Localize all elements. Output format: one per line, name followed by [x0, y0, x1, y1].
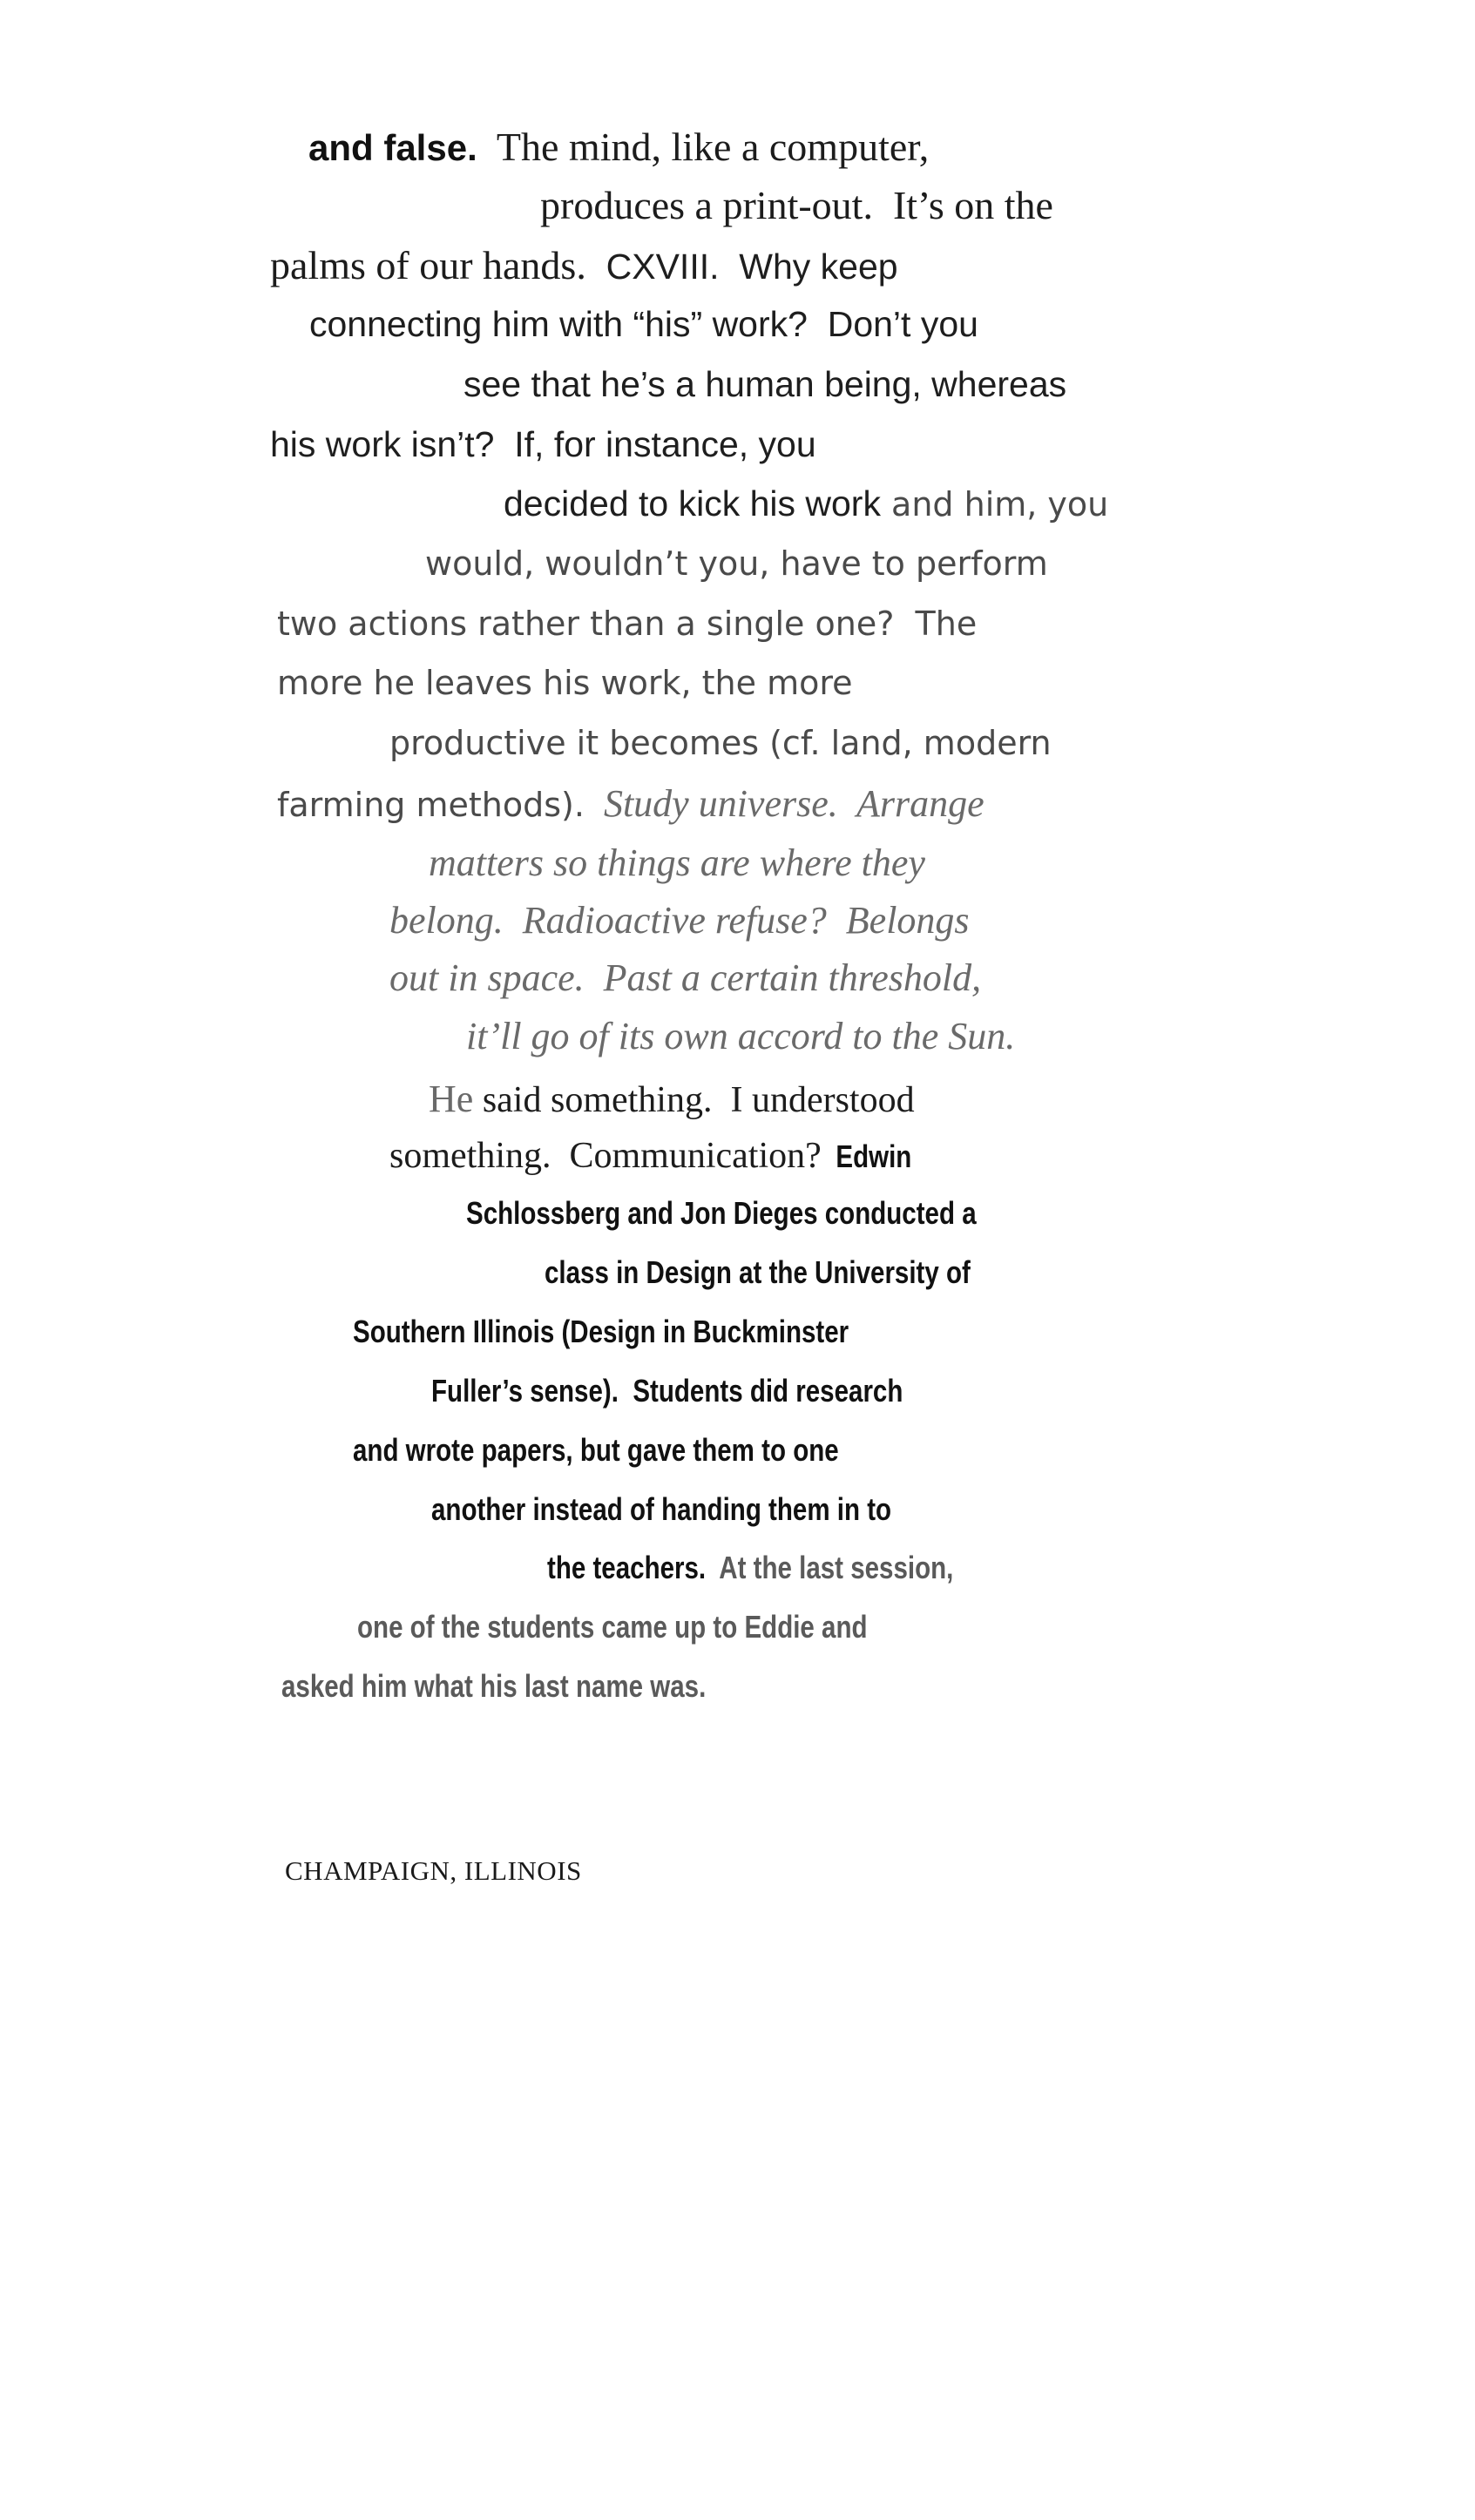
text-segment: belong. Radioactive refuse? Belongs — [389, 899, 970, 942]
text-line — [389, 726, 1052, 760]
text-line — [281, 1668, 707, 1704]
text-segment: his work isn’t? If, for instance, you — [270, 424, 816, 464]
text-segment: it’ll go of its own accord to the Sun. — [466, 1015, 1016, 1057]
text-segment: Fuller’s sense). Students did research — [431, 1373, 903, 1409]
text-line — [270, 243, 898, 287]
text-segment: two actions rather than a single one? The — [277, 605, 978, 643]
text-line — [353, 1316, 849, 1348]
text-line — [547, 1552, 954, 1584]
text-segment: Schlossberg and Jon Dieges conducted a — [466, 1195, 977, 1231]
text-line — [466, 1017, 1015, 1056]
text-segment: matters so things are where they — [429, 841, 925, 884]
text-line — [504, 483, 1109, 524]
text-line — [357, 1611, 868, 1643]
text-segment: would, wouldn’t you, have to perform — [425, 544, 1048, 583]
text-segment: asked him what his last name was. — [281, 1668, 707, 1704]
text-segment: another instead of handing them in to — [431, 1491, 892, 1527]
text-segment: CXVIII. Why keep — [585, 247, 898, 287]
text-segment: Study universe. Arrange — [584, 782, 984, 825]
text-line — [389, 1138, 911, 1174]
text-segment: class in Design at the University of — [545, 1254, 971, 1290]
text-segment: and him, you — [880, 485, 1109, 524]
place-dateline: CHAMPAIGN, ILLINOIS — [285, 1855, 582, 1886]
text-segment: At the last session, — [706, 1550, 954, 1585]
text-line — [425, 544, 1048, 583]
text-segment: connecting him with “his” work? Don’t you — [309, 304, 978, 344]
text-line — [277, 664, 853, 702]
text-segment: something. Communication? — [389, 1136, 822, 1176]
text-line — [466, 1195, 977, 1231]
text-segment: out in space. Past a certain threshold, — [389, 956, 982, 999]
text-segment: said something. I understood — [473, 1080, 915, 1120]
text-line — [389, 899, 970, 942]
text-segment: The mind, like a computer, — [477, 125, 930, 169]
text-segment: and wrote papers, but gave them to one — [353, 1432, 839, 1468]
text-segment: see that he’s a human being, whereas — [463, 364, 1067, 404]
text-line — [308, 127, 929, 167]
text-line — [545, 1254, 971, 1290]
text-segment: produces a print-out. It’s on the — [540, 183, 1053, 227]
text-line — [463, 364, 1067, 404]
text-segment: Edwin — [821, 1138, 912, 1174]
text-line — [277, 605, 978, 643]
text-segment: Southern Illinois (Design in Buckminster — [353, 1314, 849, 1349]
text-segment: one of the students came up to Eddie and — [357, 1609, 868, 1645]
text-segment: the teachers. — [547, 1550, 707, 1585]
text-segment: farming methods). — [277, 786, 585, 824]
text-segment: and false. — [308, 127, 477, 168]
text-line — [389, 956, 982, 999]
text-line — [540, 183, 1053, 227]
text-line — [431, 1375, 903, 1407]
text-line — [270, 424, 816, 464]
text-line — [353, 1432, 839, 1468]
text-segment: productive it becomes (cf. land, modern — [389, 724, 1052, 762]
text-segment: palms of our hands. — [270, 243, 586, 287]
text-line — [277, 782, 984, 825]
text-segment: more he leaves his work, the more — [277, 664, 853, 702]
text-segment: He — [429, 1078, 474, 1120]
text-line — [429, 1080, 915, 1118]
text-line — [429, 841, 925, 884]
text-line — [431, 1491, 892, 1527]
text-line — [309, 304, 978, 344]
text-segment: decided to kick his work — [504, 483, 881, 524]
